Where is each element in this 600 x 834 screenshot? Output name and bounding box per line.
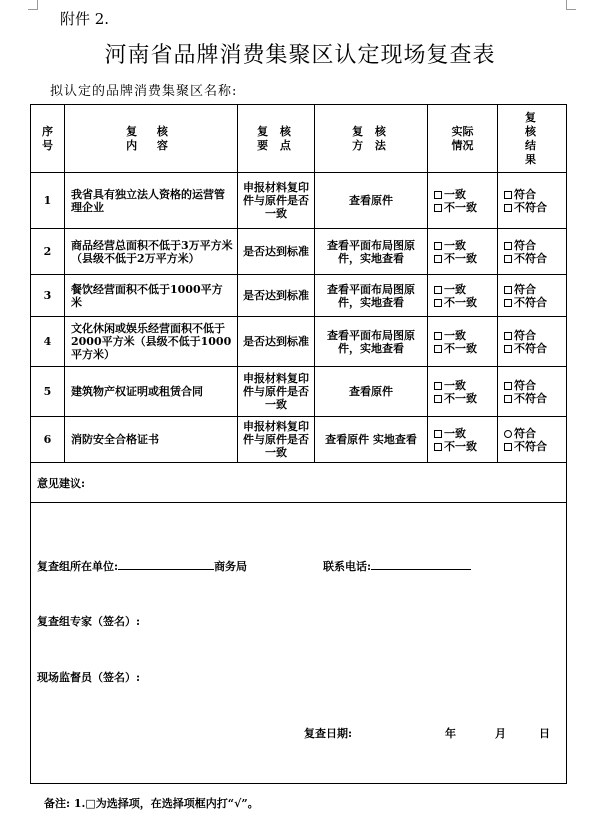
zone-name-label: 拟认定的品牌消费集聚区名称: bbox=[50, 84, 238, 99]
supervisor-signature[interactable]: 现场监督员（签名）: bbox=[37, 671, 141, 684]
checkbox-icon[interactable] bbox=[434, 255, 442, 263]
row-method: 查看原件 bbox=[315, 367, 428, 417]
row-method: 查看平面布局图原件，实地查看 bbox=[315, 317, 428, 367]
result-option[interactable] bbox=[504, 440, 566, 453]
actual-option[interactable] bbox=[434, 252, 497, 265]
phone-blank[interactable] bbox=[371, 569, 471, 570]
review-table bbox=[30, 104, 567, 784]
option-label: 符合 bbox=[514, 238, 536, 252]
option-label: 符合 bbox=[514, 328, 536, 342]
crop-mark-left bbox=[28, 0, 38, 10]
option-label: 不一致 bbox=[444, 341, 477, 355]
row-result-options bbox=[498, 275, 567, 317]
row-point: 是否达到标准 bbox=[238, 317, 315, 367]
option-label: 符合 bbox=[514, 187, 536, 201]
row-content: 建筑物产权证明或租赁合同 bbox=[65, 367, 238, 417]
header-seq: 序 号 bbox=[31, 105, 65, 173]
actual-option[interactable] bbox=[434, 201, 497, 214]
checkbox-icon[interactable] bbox=[504, 299, 512, 307]
option-label: 一致 bbox=[444, 187, 466, 201]
expert-signature[interactable]: 复查组专家（签名）: bbox=[37, 615, 141, 628]
row-point: 申报材料复印件与原件是否一致 bbox=[238, 417, 315, 463]
row-content: 我省具有独立法人资格的运营管理企业 bbox=[65, 173, 238, 229]
result-option[interactable] bbox=[504, 296, 566, 309]
header-result: 复 核 结 果 bbox=[498, 105, 567, 173]
actual-option[interactable] bbox=[434, 440, 497, 453]
option-label: 不一致 bbox=[444, 251, 477, 265]
table-row bbox=[31, 173, 567, 229]
option-label: 一致 bbox=[444, 426, 466, 440]
option-label: 一致 bbox=[444, 378, 466, 392]
actual-option[interactable] bbox=[434, 188, 497, 201]
result-option[interactable] bbox=[504, 329, 566, 342]
checkbox-icon[interactable] bbox=[504, 242, 512, 250]
option-label: 不符合 bbox=[514, 251, 547, 265]
option-label: 一致 bbox=[444, 328, 466, 342]
row-result-options bbox=[498, 317, 567, 367]
option-label: 不符合 bbox=[514, 295, 547, 309]
table-header-row bbox=[31, 105, 567, 173]
option-label: 不符合 bbox=[514, 439, 547, 453]
review-unit-blank[interactable] bbox=[118, 569, 214, 570]
checkbox-icon[interactable] bbox=[434, 345, 442, 353]
signature-block bbox=[31, 503, 566, 783]
footnote: 备注: 1.□为选择项，在选择项框内打“√”。 bbox=[44, 797, 259, 810]
option-label: 符合 bbox=[514, 378, 536, 392]
date-month[interactable]: 月 bbox=[495, 727, 506, 740]
phone-field[interactable] bbox=[323, 558, 471, 574]
row-method: 查看原件 bbox=[315, 173, 428, 229]
row-seq: 1 bbox=[31, 173, 65, 229]
result-option[interactable] bbox=[504, 239, 566, 252]
checkbox-icon[interactable] bbox=[504, 382, 512, 390]
checkbox-icon[interactable] bbox=[434, 395, 442, 403]
row-seq: 5 bbox=[31, 367, 65, 417]
annex-label: 附件 2. bbox=[60, 10, 110, 28]
table-row bbox=[31, 417, 567, 463]
checkbox-icon[interactable] bbox=[504, 395, 512, 403]
row-seq: 2 bbox=[31, 229, 65, 275]
actual-option[interactable] bbox=[434, 283, 497, 296]
result-option[interactable] bbox=[504, 427, 566, 440]
checkbox-icon[interactable] bbox=[434, 191, 442, 199]
option-label: 一致 bbox=[444, 238, 466, 252]
row-actual-options bbox=[428, 367, 498, 417]
row-result-options bbox=[498, 367, 567, 417]
table-row bbox=[31, 275, 567, 317]
review-unit-label: 复查组所在单位: bbox=[37, 560, 119, 573]
checkbox-icon[interactable] bbox=[434, 299, 442, 307]
row-method: 查看平面布局图原件，实地查看 bbox=[315, 229, 428, 275]
checkbox-icon[interactable] bbox=[434, 443, 442, 451]
result-option[interactable] bbox=[504, 252, 566, 265]
header-content: 复 核 内 容 bbox=[65, 105, 238, 173]
option-label: 一致 bbox=[444, 282, 466, 296]
row-actual-options bbox=[428, 173, 498, 229]
date-day[interactable]: 日 bbox=[539, 727, 550, 740]
row-result-options bbox=[498, 229, 567, 275]
row-seq: 3 bbox=[31, 275, 65, 317]
option-label: 不一致 bbox=[444, 295, 477, 309]
actual-option[interactable] bbox=[434, 342, 497, 355]
actual-option[interactable] bbox=[434, 239, 497, 252]
row-actual-options bbox=[428, 229, 498, 275]
signature-row bbox=[31, 503, 567, 784]
actual-option[interactable] bbox=[434, 379, 497, 392]
result-option[interactable] bbox=[504, 188, 566, 201]
row-content: 餐饮经营面积不低于1000平方米 bbox=[65, 275, 238, 317]
checkbox-icon[interactable] bbox=[434, 430, 442, 438]
row-actual-options bbox=[428, 417, 498, 463]
header-point: 复 核 要 点 bbox=[238, 105, 315, 173]
row-actual-options bbox=[428, 317, 498, 367]
page-title: 河南省品牌消费集聚区认定现场复查表 bbox=[104, 43, 496, 68]
phone-label: 联系电话: bbox=[323, 560, 372, 573]
row-seq: 4 bbox=[31, 317, 65, 367]
result-option[interactable] bbox=[504, 283, 566, 296]
table-row bbox=[31, 317, 567, 367]
row-result-options bbox=[498, 417, 567, 463]
opinion-label: 意见建议: bbox=[31, 463, 567, 503]
row-method: 查看原件 实地查看 bbox=[315, 417, 428, 463]
date-year[interactable]: 年 bbox=[445, 727, 456, 740]
checkbox-icon[interactable] bbox=[434, 204, 442, 212]
checkbox-icon[interactable] bbox=[434, 382, 442, 390]
option-label: 不符合 bbox=[514, 391, 547, 405]
review-unit-field[interactable] bbox=[37, 558, 247, 574]
result-option[interactable] bbox=[504, 342, 566, 355]
option-label: 不一致 bbox=[444, 200, 477, 214]
row-content: 消防安全合格证书 bbox=[65, 417, 238, 463]
row-point: 申报材料复印件与原件是否一致 bbox=[238, 173, 315, 229]
checkbox-icon[interactable] bbox=[504, 191, 512, 199]
option-label: 不一致 bbox=[444, 391, 477, 405]
actual-option[interactable] bbox=[434, 392, 497, 405]
checkbox-icon[interactable] bbox=[434, 286, 442, 294]
opinion-row bbox=[31, 463, 567, 503]
checkbox-icon[interactable] bbox=[504, 332, 512, 340]
actual-option[interactable] bbox=[434, 296, 497, 309]
option-label: 符合 bbox=[514, 426, 536, 440]
option-label: 不符合 bbox=[514, 341, 547, 355]
row-content: 文化休闲或娱乐经营面积不低于2000平方米（县级不低于1000平方米） bbox=[65, 317, 238, 367]
result-option[interactable] bbox=[504, 379, 566, 392]
result-option[interactable] bbox=[504, 392, 566, 405]
checkbox-icon[interactable] bbox=[504, 255, 512, 263]
option-label: 不一致 bbox=[444, 439, 477, 453]
actual-option[interactable] bbox=[434, 329, 497, 342]
checkbox-icon[interactable] bbox=[434, 242, 442, 250]
row-point: 是否达到标准 bbox=[238, 275, 315, 317]
row-result-options bbox=[498, 173, 567, 229]
actual-option[interactable] bbox=[434, 427, 497, 440]
review-date-label: 复查日期: bbox=[304, 727, 353, 740]
row-point: 是否达到标准 bbox=[238, 229, 315, 275]
checkbox-icon[interactable] bbox=[434, 332, 442, 340]
row-seq: 6 bbox=[31, 417, 65, 463]
review-unit-suffix: 商务局 bbox=[214, 560, 248, 573]
crop-mark-right bbox=[566, 0, 576, 10]
option-label: 不符合 bbox=[514, 200, 547, 214]
checkbox-icon[interactable] bbox=[504, 345, 512, 353]
option-label: 符合 bbox=[514, 282, 536, 296]
table-row bbox=[31, 229, 567, 275]
row-point: 申报材料复印件与原件是否一致 bbox=[238, 367, 315, 417]
checkbox-icon[interactable] bbox=[504, 430, 512, 438]
result-option[interactable] bbox=[504, 201, 566, 214]
checkbox-icon[interactable] bbox=[504, 443, 512, 451]
row-actual-options bbox=[428, 275, 498, 317]
header-actual: 实际 情况 bbox=[428, 105, 498, 173]
header-method: 复 核 方 法 bbox=[315, 105, 428, 173]
table-row bbox=[31, 367, 567, 417]
row-content: 商品经营总面积不低于3万平方米（县级不低于2万平方米） bbox=[65, 229, 238, 275]
checkbox-icon[interactable] bbox=[504, 286, 512, 294]
row-method: 查看平面布局图原件，实地查看 bbox=[315, 275, 428, 317]
checkbox-icon[interactable] bbox=[504, 204, 512, 212]
